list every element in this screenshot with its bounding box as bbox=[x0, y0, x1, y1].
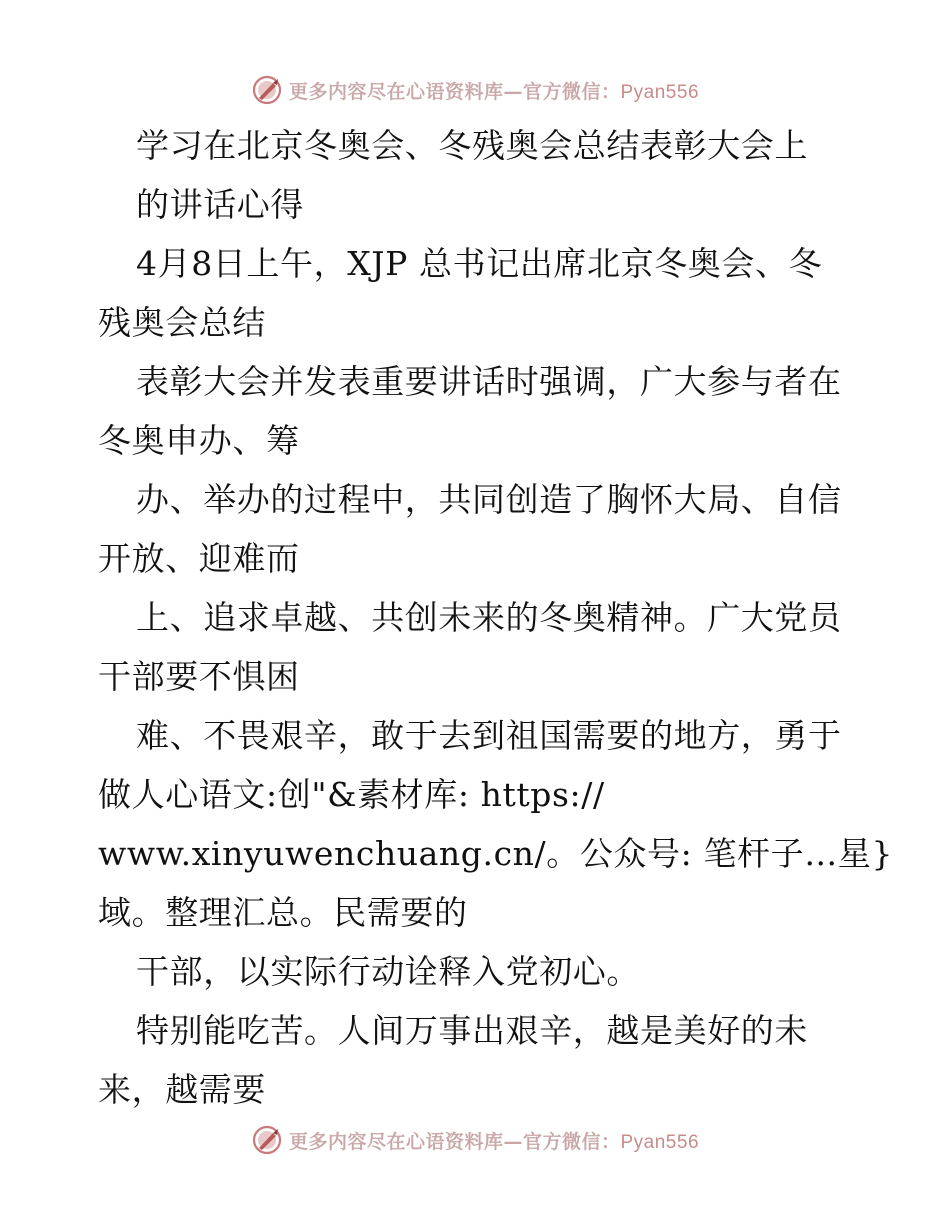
paragraph-line: 特别能吃苦。人间万事出艰辛，越是美好的未 bbox=[136, 1011, 808, 1050]
document-title-line-1: 学习在北京冬奥会、冬残奥会总结表彰大会上 bbox=[136, 126, 808, 165]
paragraph-line: 干部，以实际行动诠释入党初心。 bbox=[136, 952, 640, 991]
header-banner-text: 更多内容尽在心语资料库—官方微信：Pyan556 bbox=[288, 80, 700, 103]
paragraph-line: 开放、迎难而 bbox=[98, 539, 300, 578]
paragraph-line: 冬奥申办、筹 bbox=[98, 421, 300, 460]
paragraph-line: 残奥会总结 bbox=[98, 303, 266, 342]
paragraph-line: 办、举办的过程中，共同创造了胸怀大局、自信 bbox=[136, 480, 842, 519]
footer-banner-text: 更多内容尽在心语资料库—官方微信：Pyan556 bbox=[288, 1130, 700, 1153]
paragraph-line: 表彰大会并发表重要讲话时强调，广大参与者在 bbox=[136, 362, 842, 401]
header-watermark-banner bbox=[0, 70, 950, 110]
paragraph-line: 上、追求卓越、共创未来的冬奥精神。广大党员 bbox=[136, 598, 842, 637]
quill-pen-seal-icon bbox=[251, 1124, 283, 1156]
document-title-line-2: 的讲话心得 bbox=[136, 185, 304, 224]
paragraph-line: 做人心语文:创"&素材库: https:// bbox=[98, 775, 605, 814]
paragraph-line: 来，越需要 bbox=[98, 1070, 266, 1109]
paragraph-line: 难、不畏艰辛，敢于去到祖国需要的地方，勇于 bbox=[136, 716, 842, 755]
paragraph-line: 域。整理汇总。民需要的 bbox=[98, 893, 468, 932]
paragraph-line: 干部要不惧困 bbox=[98, 657, 300, 696]
paragraph-line: 4月8日上午，XJP 总书记出席北京冬奥会、冬 bbox=[136, 244, 823, 283]
quill-pen-seal-icon bbox=[251, 74, 283, 106]
footer-watermark-banner bbox=[0, 1120, 950, 1160]
paragraph-line: www.xinyuwenchuang.cn/。公众号: 笔杆子…星} bbox=[98, 834, 894, 873]
